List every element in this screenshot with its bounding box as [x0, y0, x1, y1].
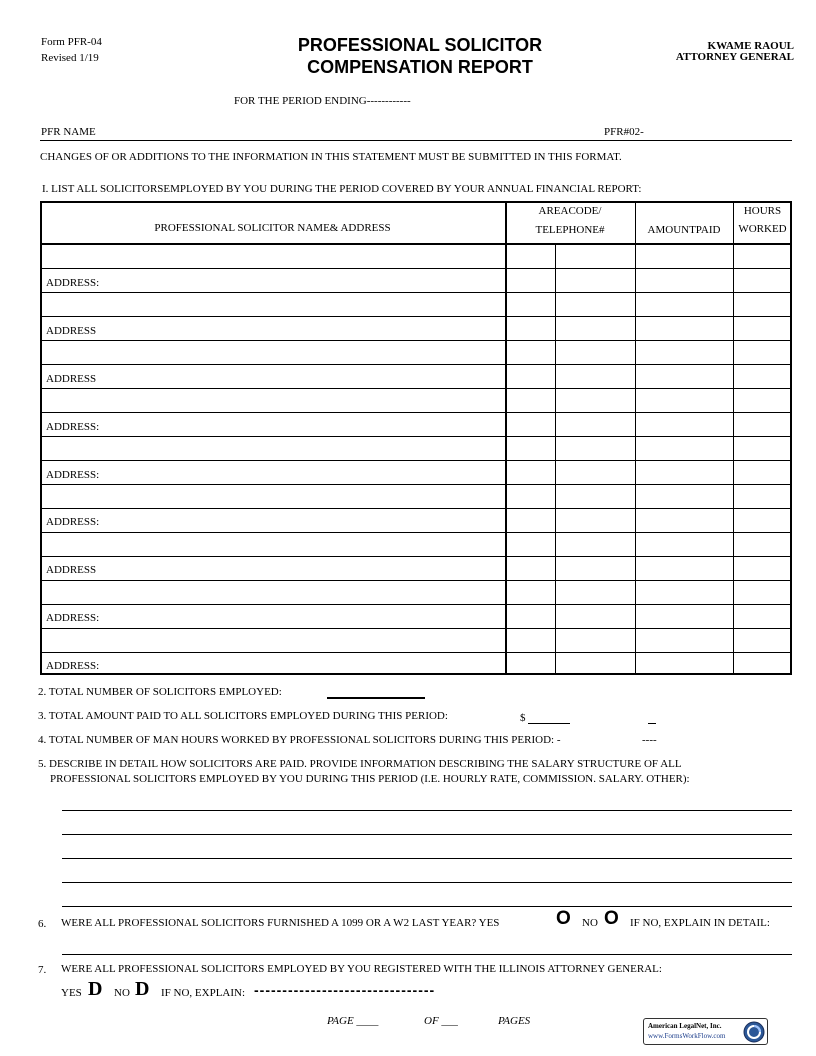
address-label: ADDRESS: — [46, 516, 100, 528]
q2-answer-field[interactable] — [327, 697, 425, 699]
q7-explain-label: IF NO, EXPLAIN: — [161, 987, 246, 999]
address-label: ADDRESS: — [46, 469, 100, 481]
q6-label: WERE ALL PROFESSIONAL SOLICITORS FURNISHED A 1099 OR A W2 LAST YEAR? YES — [61, 917, 500, 929]
q3-answer-field[interactable] — [528, 723, 570, 724]
pfr-name-label: PFR NAME — [41, 126, 96, 138]
q6-number: 6. — [38, 918, 47, 930]
q6-explain-label: IF NO, EXPLAIN IN DETAIL: — [630, 917, 770, 929]
row-line — [40, 292, 792, 293]
row-line — [40, 364, 792, 365]
footer-of: OF ___ — [424, 1015, 458, 1027]
notice-text: CHANGES OF OR ADDITIONS TO THE INFORMATION IN THIS STATEMENT MUST BE SUBMITTED IN THIS FORMAT. — [40, 151, 622, 163]
q3-dollar-sign: $ — [520, 712, 526, 724]
ag-title: ATTORNEY GENERAL — [675, 51, 794, 63]
address-label: ADDRESS — [46, 564, 97, 576]
q7-yes-checkbox[interactable]: D — [88, 978, 103, 1000]
q7-explain-field[interactable]: -------------------------------- — [254, 982, 436, 998]
col-header-telephone: TELEPHONE# — [535, 224, 605, 236]
q6-no-label: NO — [582, 917, 598, 929]
period-ending-label: FOR THE PERIOD ENDING------------ — [234, 95, 411, 107]
q6-no-radio[interactable]: O — [604, 908, 619, 929]
row-line — [40, 340, 792, 341]
row-line — [40, 652, 792, 653]
q5-label-line2: PROFESSIONAL SOLICITORS EMPLOYED BY YOU DURING THIS PERIOD (I.E. HOURLY RATE, COMMISSION. SALARY. OTHER): — [50, 773, 690, 785]
page-title-line2: COMPENSATION REPORT — [307, 57, 533, 77]
q7-yes-label: YES — [61, 987, 82, 999]
q7-number: 7. — [38, 964, 47, 976]
address-label: ADDRESS: — [46, 277, 100, 289]
row-line — [40, 316, 792, 317]
pfr-number-label: PFR#02- — [604, 126, 644, 138]
q6-explain-line[interactable] — [62, 954, 792, 955]
q7-label: WERE ALL PROFESSIONAL SOLICITORS EMPLOYED BY YOU REGISTERED WITH THE ILLINOIS ATTORNEY GENERAL: — [61, 963, 662, 975]
globe-icon — [742, 1020, 766, 1044]
q3-answer-tail — [648, 723, 656, 724]
q5-answer-line[interactable] — [62, 882, 792, 883]
address-label: ADDRESS — [46, 373, 97, 385]
q5-answer-line[interactable] — [62, 906, 792, 907]
address-label: ADDRESS: — [46, 612, 100, 624]
row-line — [40, 484, 792, 485]
address-label: ADDRESS: — [46, 660, 100, 672]
row-line — [40, 508, 792, 509]
q7-no-label: NO — [114, 987, 130, 999]
col-header-name: PROFESSIONAL SOLICITOR NAME& ADDRESS — [154, 222, 391, 234]
form-number: Form PFR-04 — [41, 36, 102, 48]
row-line — [40, 460, 792, 461]
row-line — [40, 268, 792, 269]
q6-yes-radio[interactable]: O — [556, 908, 571, 929]
row-line — [40, 412, 792, 413]
address-label: ADDRESS — [46, 325, 97, 337]
q5-label-line1: 5. DESCRIBE IN DETAIL HOW SOLICITORS ARE PAID. PROVIDE INFORMATION DESCRIBING THE SALARY STRUCTURE OF ALL — [38, 758, 682, 770]
row-line — [40, 580, 792, 581]
address-label: ADDRESS: — [46, 421, 100, 433]
row-line — [40, 628, 792, 629]
american-legalnet-logo[interactable] — [643, 1018, 768, 1045]
col-header-hours: HOURS — [743, 205, 782, 217]
row-line — [40, 604, 792, 605]
ag-name: KWAME RAOUL — [707, 40, 794, 52]
col-header-amount: AMOUNTPAID — [647, 224, 721, 236]
section1-label: I. LIST ALL SOLICITORSEMPLOYED BY YOU DURING THE PERIOD COVERED BY YOUR ANNUAL FINANCIAL REPORT: — [42, 183, 642, 195]
q5-answer-line[interactable] — [62, 810, 792, 811]
q3-label: 3. TOTAL AMOUNT PAID TO ALL SOLICITORS EMPLOYED DURING THIS PERIOD: — [38, 710, 448, 722]
q5-answer-line[interactable] — [62, 834, 792, 835]
row-line — [40, 388, 792, 389]
q4-label: 4. TOTAL NUMBER OF MAN HOURS WORKED BY PROFESSIONAL SOLICITORS DURING THIS PERIOD: - — [38, 734, 561, 746]
q5-answer-line[interactable] — [62, 858, 792, 859]
row-line — [40, 556, 792, 557]
q4-answer-field[interactable]: ---- — [642, 734, 657, 746]
table-header-bottom — [40, 243, 792, 245]
page-title-line1: PROFESSIONAL SOLICITOR — [297, 35, 543, 55]
q2-label: 2. TOTAL NUMBER OF SOLICITORS EMPLOYED: — [38, 686, 282, 698]
col-header-area-code: AREACODE/ — [538, 205, 602, 217]
col-header-worked: WORKED — [738, 223, 787, 235]
logo-url: www.FormsWorkFlow.com — [648, 1032, 726, 1040]
footer-page: PAGE ____ — [327, 1015, 379, 1027]
q7-no-checkbox[interactable]: D — [135, 978, 150, 1000]
logo-company: American LegalNet, Inc. — [648, 1022, 722, 1030]
footer-pages: PAGES — [498, 1015, 531, 1027]
row-line — [40, 532, 792, 533]
pfr-name-field[interactable] — [40, 140, 792, 141]
revised-date: Revised 1/19 — [41, 52, 99, 64]
row-line — [40, 436, 792, 437]
